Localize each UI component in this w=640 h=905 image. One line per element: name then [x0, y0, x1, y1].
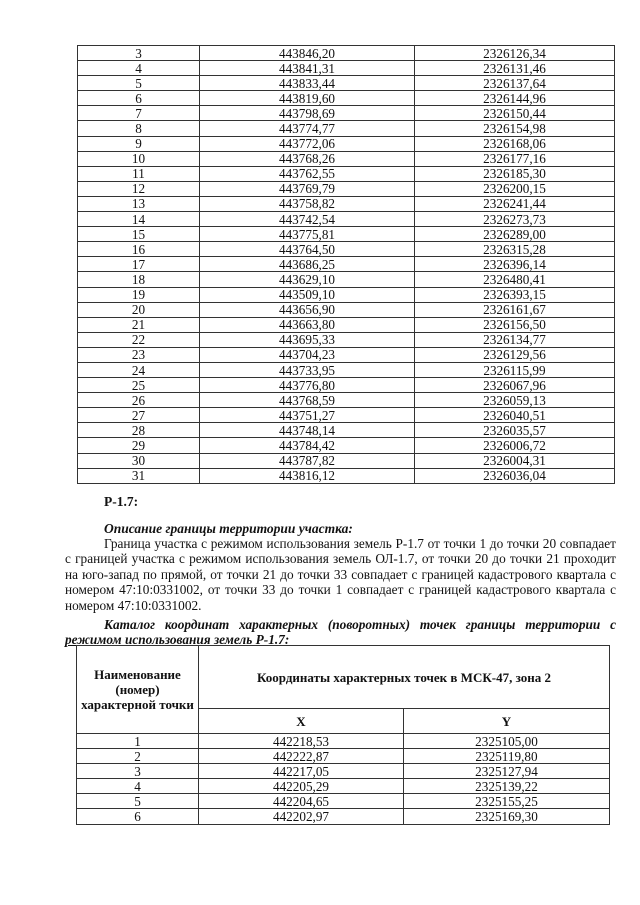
y-coordinate-cell: 2325119,80	[404, 749, 610, 764]
table-row	[78, 468, 615, 483]
y-coordinate-cell: 2326126,34	[415, 46, 615, 61]
y-coordinate-cell: 2326396,14	[415, 257, 615, 272]
point-number-cell: 26	[78, 393, 200, 408]
y-coordinate-cell: 2326115,99	[415, 362, 615, 377]
y-coordinate-cell: 2326185,30	[415, 166, 615, 181]
y-coordinate-cell: 2326134,77	[415, 332, 615, 347]
y-coordinate-cell: 2325127,94	[404, 764, 610, 779]
table-row	[77, 734, 610, 749]
point-number-cell: 1	[77, 734, 199, 749]
x-coordinate-cell: 442222,87	[199, 749, 404, 764]
y-coordinate-cell: 2326315,28	[415, 242, 615, 257]
y-coordinate-cell: 2326040,51	[415, 408, 615, 423]
point-number-cell: 21	[78, 317, 200, 332]
y-coordinate-cell: 2326156,50	[415, 317, 615, 332]
x-coordinate-cell: 443846,20	[200, 46, 415, 61]
table-row	[78, 106, 615, 121]
table-row	[78, 76, 615, 91]
x-coordinate-cell: 443509,10	[200, 287, 415, 302]
x-coordinate-cell: 443629,10	[200, 272, 415, 287]
x-coordinate-cell: 443762,55	[200, 166, 415, 181]
table-row	[78, 438, 615, 453]
point-number-cell: 20	[78, 302, 200, 317]
x-coordinate-cell: 443751,27	[200, 408, 415, 423]
x-coordinate-cell: 443816,12	[200, 468, 415, 483]
x-coordinate-cell: 443704,23	[200, 347, 415, 362]
y-coordinate-cell: 2326004,31	[415, 453, 615, 468]
x-coordinate-cell: 443772,06	[200, 136, 415, 151]
table-row	[77, 749, 610, 764]
x-coordinate-cell: 443798,69	[200, 106, 415, 121]
table-row	[78, 423, 615, 438]
catalog-heading-line2: режимом использования земель Р-1.7:	[65, 632, 290, 647]
y-coordinate-cell: 2326480,41	[415, 272, 615, 287]
table-row	[78, 408, 615, 423]
point-number-cell: 9	[78, 136, 200, 151]
x-coordinate-cell: 442202,97	[199, 809, 404, 824]
point-number-cell: 3	[77, 764, 199, 779]
point-number-cell: 18	[78, 272, 200, 287]
table-row	[78, 61, 615, 76]
y-coordinate-cell: 2326129,56	[415, 347, 615, 362]
point-number-cell: 6	[78, 91, 200, 106]
description-heading: Описание границы территории участка:	[104, 521, 353, 536]
table-row	[78, 227, 615, 242]
x-coordinate-cell: 443776,80	[200, 378, 415, 393]
point-number-cell: 3	[78, 46, 200, 61]
x-coordinate-cell: 443775,81	[200, 227, 415, 242]
y-coordinate-cell: 2326177,16	[415, 151, 615, 166]
x-coordinate-cell: 443656,90	[200, 302, 415, 317]
coordinates-table	[76, 645, 610, 825]
x-coordinate-cell: 443748,14	[200, 423, 415, 438]
x-coordinate-cell: 443742,54	[200, 212, 415, 227]
table-row	[78, 181, 615, 196]
x-coordinate-cell: 443764,50	[200, 242, 415, 257]
x-coordinate-cell: 443833,44	[200, 76, 415, 91]
point-number-cell: 4	[77, 779, 199, 794]
table-row	[78, 151, 615, 166]
x-coordinate-cell: 443774,77	[200, 121, 415, 136]
point-number-cell: 6	[77, 809, 199, 824]
x-coordinate-cell: 443769,79	[200, 181, 415, 196]
point-number-cell: 29	[78, 438, 200, 453]
point-number-cell: 10	[78, 151, 200, 166]
point-number-cell: 24	[78, 362, 200, 377]
table-row	[77, 779, 610, 794]
y-coordinate-cell: 2326006,72	[415, 438, 615, 453]
point-number-cell: 30	[78, 453, 200, 468]
table-row	[78, 257, 615, 272]
y-coordinate-cell: 2325105,00	[404, 734, 610, 749]
table-row	[78, 242, 615, 257]
catalog-heading-line1: Каталог координат характерных (поворотных) точек границы территории с	[104, 617, 616, 632]
header-point-name: Наименование (номер) характерной точки	[77, 646, 199, 734]
table-row	[78, 166, 615, 181]
table-row	[77, 809, 610, 824]
x-coordinate-cell: 443787,82	[200, 453, 415, 468]
table-row	[78, 362, 615, 377]
table-row	[78, 91, 615, 106]
point-number-cell: 13	[78, 196, 200, 211]
point-number-cell: 2	[77, 749, 199, 764]
y-coordinate-cell: 2326154,98	[415, 121, 615, 136]
x-coordinate-cell: 443768,59	[200, 393, 415, 408]
point-number-cell: 28	[78, 423, 200, 438]
table-row	[78, 332, 615, 347]
point-number-cell: 19	[78, 287, 200, 302]
y-coordinate-cell: 2326131,46	[415, 61, 615, 76]
y-coordinate-cell: 2326059,13	[415, 393, 615, 408]
section-label: Р-1.7:	[104, 494, 139, 509]
header-x: X	[199, 709, 404, 734]
point-number-cell: 31	[78, 468, 200, 483]
point-number-cell: 14	[78, 212, 200, 227]
point-number-cell: 5	[78, 76, 200, 91]
table-row	[77, 764, 610, 779]
x-coordinate-cell: 442218,53	[199, 734, 404, 749]
x-coordinate-cell: 442204,65	[199, 794, 404, 809]
point-number-cell: 7	[78, 106, 200, 121]
table-row	[78, 136, 615, 151]
y-coordinate-cell: 2325155,25	[404, 794, 610, 809]
table-row	[78, 46, 615, 61]
description-text: Граница участка с режимом использования земель Р-1.7 от точки 1 до точки 20 совпадает с границей участка с режимом использования земель ОЛ-1.7, от точки 20 до точки 21 проходит на юго-запад по прямой, от точки 21 до точки 33 совпадает с границей кадастрового квартала с номером 47:10:0331002, от точки 33 до точки 1 совпадает с границей кадастрового квартала с номером 47:10:0331002.	[65, 536, 616, 613]
table-row	[78, 121, 615, 136]
y-coordinate-cell: 2326067,96	[415, 378, 615, 393]
y-coordinate-cell: 2326273,73	[415, 212, 615, 227]
header-coordinates: Координаты характерных точек в МСК-47, зона 2	[199, 646, 610, 709]
x-coordinate-cell: 443733,95	[200, 362, 415, 377]
y-coordinate-cell: 2326036,04	[415, 468, 615, 483]
table-row	[78, 453, 615, 468]
point-number-cell: 8	[78, 121, 200, 136]
table-row	[78, 212, 615, 227]
y-coordinate-cell: 2326241,44	[415, 196, 615, 211]
point-number-cell: 23	[78, 347, 200, 362]
x-coordinate-cell: 443784,42	[200, 438, 415, 453]
y-coordinate-cell: 2326161,67	[415, 302, 615, 317]
point-number-cell: 22	[78, 332, 200, 347]
y-coordinate-cell: 2326137,64	[415, 76, 615, 91]
y-coordinate-cell: 2326144,96	[415, 91, 615, 106]
table-row	[78, 272, 615, 287]
y-coordinate-cell: 2325169,30	[404, 809, 610, 824]
table-row	[78, 317, 615, 332]
table-row	[78, 378, 615, 393]
y-coordinate-cell: 2326168,06	[415, 136, 615, 151]
point-number-cell: 17	[78, 257, 200, 272]
point-number-cell: 27	[78, 408, 200, 423]
x-coordinate-cell: 442217,05	[199, 764, 404, 779]
x-coordinate-cell: 442205,29	[199, 779, 404, 794]
point-number-cell: 15	[78, 227, 200, 242]
y-coordinate-cell: 2326393,15	[415, 287, 615, 302]
x-coordinate-cell: 443758,82	[200, 196, 415, 211]
x-coordinate-cell: 443819,60	[200, 91, 415, 106]
y-coordinate-cell: 2326289,00	[415, 227, 615, 242]
x-coordinate-cell: 443841,31	[200, 61, 415, 76]
x-coordinate-cell: 443686,25	[200, 257, 415, 272]
x-coordinate-cell: 443695,33	[200, 332, 415, 347]
point-number-cell: 12	[78, 181, 200, 196]
point-number-cell: 16	[78, 242, 200, 257]
header-y: Y	[404, 709, 610, 734]
table-row	[78, 196, 615, 211]
y-coordinate-cell: 2326150,44	[415, 106, 615, 121]
x-coordinate-cell: 443768,26	[200, 151, 415, 166]
table-row	[78, 287, 615, 302]
point-number-cell: 25	[78, 378, 200, 393]
x-coordinate-cell: 443663,80	[200, 317, 415, 332]
y-coordinate-cell: 2326035,57	[415, 423, 615, 438]
point-number-cell: 11	[78, 166, 200, 181]
point-number-cell: 5	[77, 794, 199, 809]
description-paragraph	[65, 536, 616, 613]
point-number-cell: 4	[78, 61, 200, 76]
coordinates-table-continued	[77, 45, 615, 484]
table-row	[78, 393, 615, 408]
y-coordinate-cell: 2326200,15	[415, 181, 615, 196]
y-coordinate-cell: 2325139,22	[404, 779, 610, 794]
catalog-heading	[65, 617, 616, 647]
table-row	[78, 302, 615, 317]
table-row	[78, 347, 615, 362]
table-row	[77, 794, 610, 809]
